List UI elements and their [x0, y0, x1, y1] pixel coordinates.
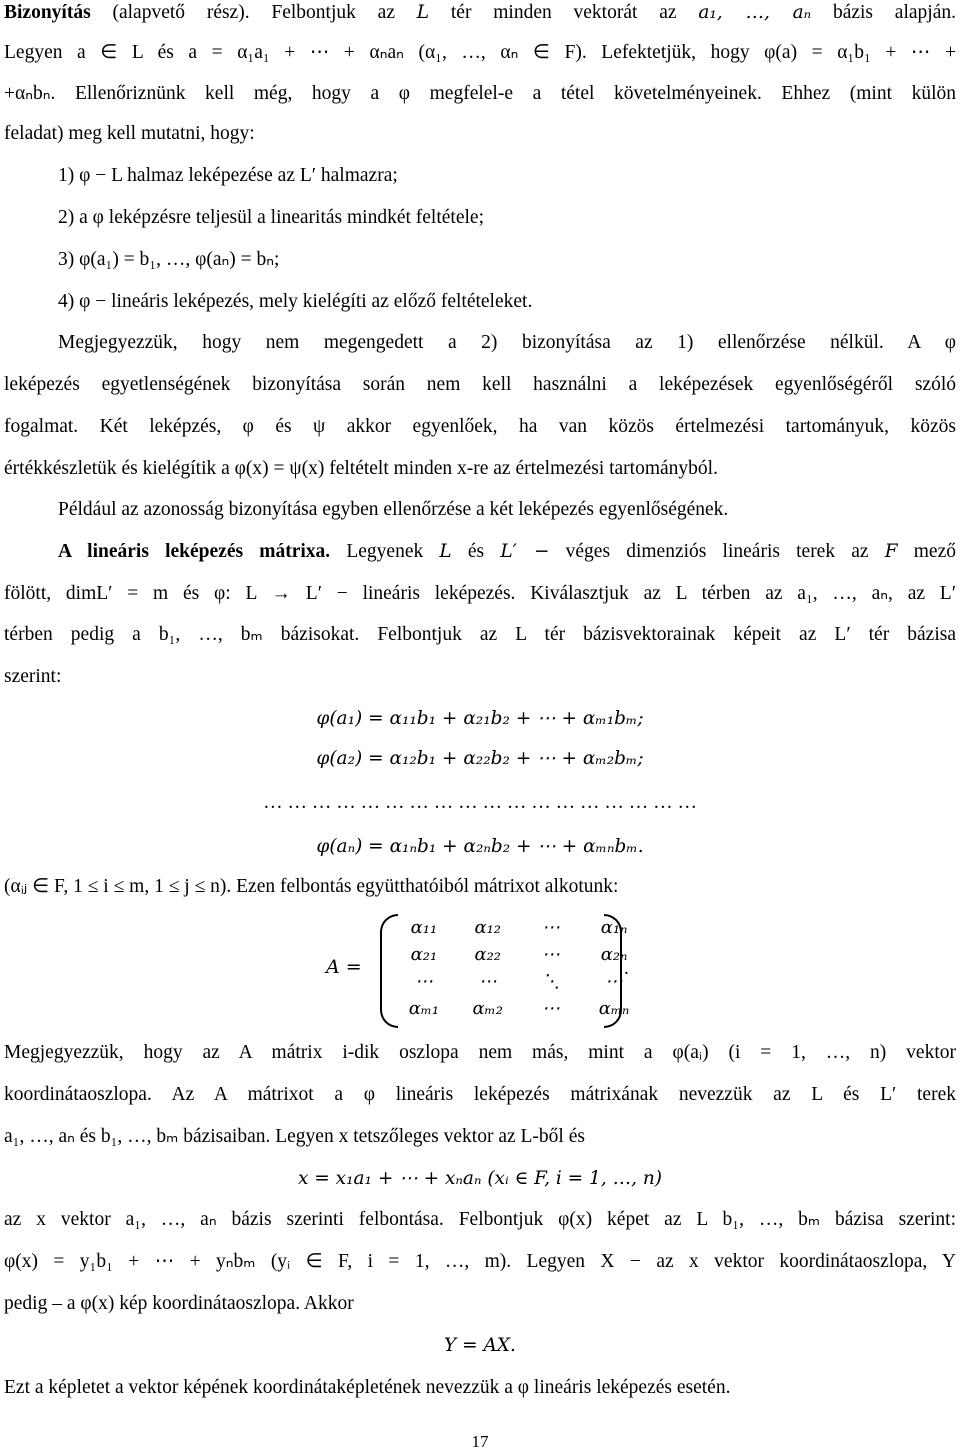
matrix-cell: ⋯ — [414, 971, 433, 992]
matrix-cell: α₁₁ — [410, 917, 438, 938]
text-line: Például az azonosság bizonyítása egyben ellenőrzése a két leképezés egyenlőségének. — [58, 499, 729, 520]
list-item: 2) a φ leképzésre teljesül a linearitás mindkét feltétele; — [58, 207, 484, 228]
text-line: Legyen a ∈ L és a = α₁a₁ + ⋯ + αₙaₙ (α₁, …, αₙ ∈ F). Lefektetjük, hogy φ(a) = α₁b₁ + ⋯ + — [4, 42, 956, 63]
text-line: térben pedig a b₁, …, bₘ bázisokat. Felbontjuk az L tér bázisvektorainak képeit az L′ tér bázisa — [4, 624, 956, 645]
text-line: fogalmat. Két leképzés, φ és ψ akkor egyenlőek, ha van közös értelmezési tartományuk, közös — [4, 416, 956, 437]
matrix-cell: α₂ₙ — [600, 944, 628, 965]
text-line: (αᵢⱼ ∈ F, 1 ≤ i ≤ m, 1 ≤ j ≤ n). Ezen felbontás együtthatóiból mátrixot alkotunk: — [4, 876, 619, 897]
matrix-cell: αₘ₁ — [408, 998, 440, 1019]
text-line: Megjegyezzük, hogy az A mátrix i-dik oszlopa nem más, mint a φ(aᵢ) (i = 1, …, n) vektor — [4, 1042, 956, 1063]
text-line: értékkészletük és kielégítik a φ(x) = ψ(x) feltételt minden x-re az értelmezési tartományból. — [4, 458, 718, 479]
text-line: +αₙbₙ. Ellenőriznünk kell még, hogy a φ megfelel-e a tétel követelményeinek. Ehhez (mint külön — [4, 83, 956, 104]
matrix-cell: α₂₂ — [474, 944, 502, 965]
list-item: 4) φ − lineáris leképezés, mely kielégíti az előző feltételeket. — [58, 291, 533, 312]
matrix-lhs: A = — [326, 956, 362, 978]
matrix-cell: α₁₂ — [474, 917, 502, 938]
matrix-period: . — [624, 958, 629, 979]
matrix-cell: ⋯ — [605, 971, 624, 992]
text-line: koordinátaoszlopa. Az A mátrixot a φ lineáris leképezés mátrixának nevezzük az L és L′ terek — [4, 1084, 956, 1105]
text-line: φ(x) = y₁b₁ + ⋯ + yₙbₘ (yᵢ ∈ F, i = 1, …, m). Legyen X − az x vektor koordinátaoszlopa, Y — [4, 1251, 956, 1272]
text-line: Ezt a képletet a vektor képének koordinátaképletének nevezzük a φ lineáris leképezés esetén. — [4, 1377, 731, 1398]
list-item: 1) φ − L halmaz leképezése az L′ halmazra; — [58, 165, 398, 186]
matrix-cell: αₘ₂ — [472, 998, 503, 1019]
right-bracket — [604, 914, 622, 1028]
text-line: Bizonyítás (alapvető rész). Felbontjuk az L tér minden vektorát az a₁, …, aₙ bázis alapján. — [4, 2, 956, 23]
text-line: az x vektor a₁, …, aₙ bázis szerinti felbontása. Felbontjuk φ(x) képet az L b₁, …, bₘ bázisa szerint: — [4, 1209, 956, 1230]
equation-ellipsis: … … … … … … … … … … … … … … … … … … — [263, 792, 697, 813]
coefficient-matrix — [326, 910, 646, 1028]
text-line: pedig – a φ(x) kép koordinátaoszlopa. Akkor — [4, 1293, 354, 1314]
text-line: leképezés egyetlenségének bizonyítása során nem kell használni a leképezések egyenlőségéről szóló — [4, 374, 956, 395]
matrix-cell: ⋯ — [541, 917, 560, 938]
equation: φ(aₙ) = α₁ₙb₁ + α₂ₙb₂ + ⋯ + αₘₙbₘ. — [316, 836, 644, 857]
matrix-cell: αₘₙ — [598, 998, 630, 1019]
matrix-cell: ⋯ — [541, 998, 560, 1019]
equation: φ(a₂) = α₁₂b₁ + α₂₂b₂ + ⋯ + αₘ₂bₘ; — [316, 748, 644, 769]
equation: Y = AX. — [444, 1335, 516, 1356]
matrix-cell: α₂₁ — [410, 944, 438, 965]
section-heading-line: A lineáris leképezés mátrixa. Legyenek L és L′ − véges dimenziós lineáris terek az F mező — [58, 541, 956, 562]
equation: φ(a₁) = α₁₁b₁ + α₂₁b₂ + ⋯ + αₘ₁bₘ; — [316, 708, 644, 729]
matrix-cell: α₁ₙ — [600, 917, 628, 938]
text-line: a₁, …, aₙ és b₁, …, bₘ bázisaiban. Legyen x tetszőleges vektor az L-ből és — [4, 1126, 585, 1147]
matrix-cell: ⋱ — [541, 971, 560, 992]
text-line: feladat) meg kell mutatni, hogy: — [4, 123, 255, 144]
text-line: szerint: — [4, 666, 62, 687]
list-item: 3) φ(a₁) = b₁, …, φ(aₙ) = bₙ; — [58, 249, 280, 270]
matrix-cell: ⋯ — [541, 944, 560, 965]
equation: x = x₁a₁ + ⋯ + xₙaₙ (xᵢ ∈ F, i = 1, …, n) — [297, 1168, 662, 1189]
text-line: Megjegyezzük, hogy nem megengedett a 2) bizonyítása az 1) ellenőrzése nélkül. A φ — [58, 332, 956, 353]
text-line: fölött, dimL′ = m és φ: L → L′ − lineáris leképezés. Kiválasztjuk az L térben az a₁, …, aₙ, az L′ — [4, 583, 956, 604]
matrix-cell: ⋯ — [478, 971, 497, 992]
page-number: 17 — [471, 1432, 489, 1451]
